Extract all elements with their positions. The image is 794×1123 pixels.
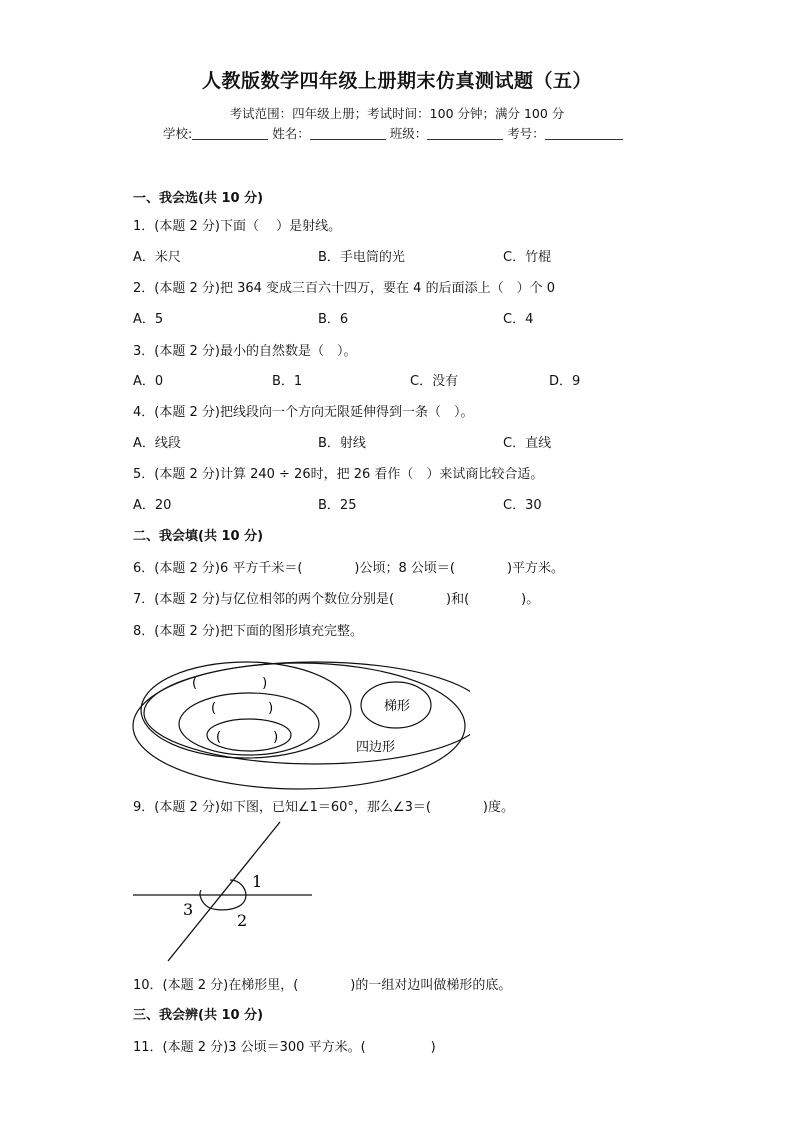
q4-option-a: A．线段	[133, 436, 181, 451]
section-heading-choose: 一、我会选(共 10 分)	[133, 191, 264, 206]
blank-parallelogram: ( )	[192, 676, 268, 691]
q3-option-d: D．9	[549, 374, 581, 389]
page-title: 人教版数学四年级上册期末仿真测试题（五）	[201, 70, 592, 92]
question-10: 10．(本题 2 分)在梯形里，( )的一组对边叫做梯形的底。	[133, 978, 512, 993]
q3-option-b: B．1	[272, 374, 303, 389]
exam-subtitle: 考试范围：四年级上册；考试时间：100 分钟；满分 100 分	[229, 106, 565, 121]
question-8: 8．(本题 2 分)把下面的图形填充完整。	[133, 624, 363, 639]
question-3: 3．(本题 2 分)最小的自然数是（ ）。	[133, 344, 357, 359]
number-field[interactable]	[545, 125, 623, 140]
q2-option-c: C．4	[503, 312, 534, 327]
question-7: 7．(本题 2 分)与亿位相邻的两个数位分别是( )和( )。	[133, 592, 540, 607]
class-field[interactable]	[427, 125, 503, 140]
q1-option-a: A．米尺	[133, 250, 181, 265]
q1-option-b: B．手电筒的光	[318, 250, 405, 265]
q2-option-b: B．6	[318, 312, 349, 327]
name-label: 姓名：	[272, 126, 310, 141]
number-label: 考号：	[507, 126, 545, 141]
student-info-line	[163, 124, 623, 142]
question-4: 4．(本题 2 分)把线段向一个方向无限延伸得到一条（ ）。	[133, 405, 474, 420]
section-heading-fill: 二、我会填(共 10 分)	[133, 529, 264, 544]
trapezoid-label: 梯形	[384, 699, 411, 714]
angle-2-label: 2	[237, 911, 248, 930]
q3-option-c: C．没有	[410, 374, 459, 389]
outer-ellipse	[133, 663, 465, 789]
quadrilateral-label: 四边形	[356, 740, 396, 755]
blank-rectangle: ( )	[211, 701, 274, 716]
angle-1-arc	[230, 880, 246, 895]
angle-3-label: 3	[183, 900, 194, 919]
q4-option-c: C．直线	[503, 436, 552, 451]
q2-option-a: A．5	[133, 312, 164, 327]
q5-option-b: B．25	[318, 498, 357, 513]
class-label: 班级：	[389, 126, 428, 141]
q3-option-a: A．0	[133, 374, 164, 389]
question-2: 2．(本题 2 分)把 364 变成三百六十四万，要在 4 的后面添上（ ）个 0	[133, 281, 555, 296]
school-label: 学校:	[163, 126, 193, 141]
question-5: 5．(本题 2 分)计算 240 ÷ 26时，把 26 看作（ ）来试商比较合适。	[133, 467, 544, 482]
name-field[interactable]	[310, 125, 386, 140]
q5-option-c: C．30	[503, 498, 542, 513]
question-9: 9．(本题 2 分)如下图，已知∠1＝60°，那么∠3＝( )度。	[133, 800, 514, 815]
question-11: 11．(本题 2 分)3 公顷＝300 平方米。( )	[133, 1040, 436, 1055]
angle-figure	[128, 820, 318, 965]
q5-option-a: A．20	[133, 498, 172, 513]
school-field[interactable]	[192, 125, 268, 140]
section-heading-judge: 三、我会辨(共 10 分)	[133, 1008, 264, 1023]
angle-1-label: 1	[252, 872, 263, 891]
q1-option-c: C．竹棍	[503, 250, 552, 265]
nested-sets-figure	[128, 660, 470, 792]
blank-square: ( )	[216, 730, 279, 745]
q4-option-b: B．射线	[318, 436, 366, 451]
question-1: 1．(本题 2 分)下面（ ）是射线。	[133, 219, 342, 234]
slanted-line	[168, 822, 280, 961]
question-6: 6．(本题 2 分)6 平方千米＝( )公顷；8 公顷＝( )平方米。	[133, 561, 565, 576]
